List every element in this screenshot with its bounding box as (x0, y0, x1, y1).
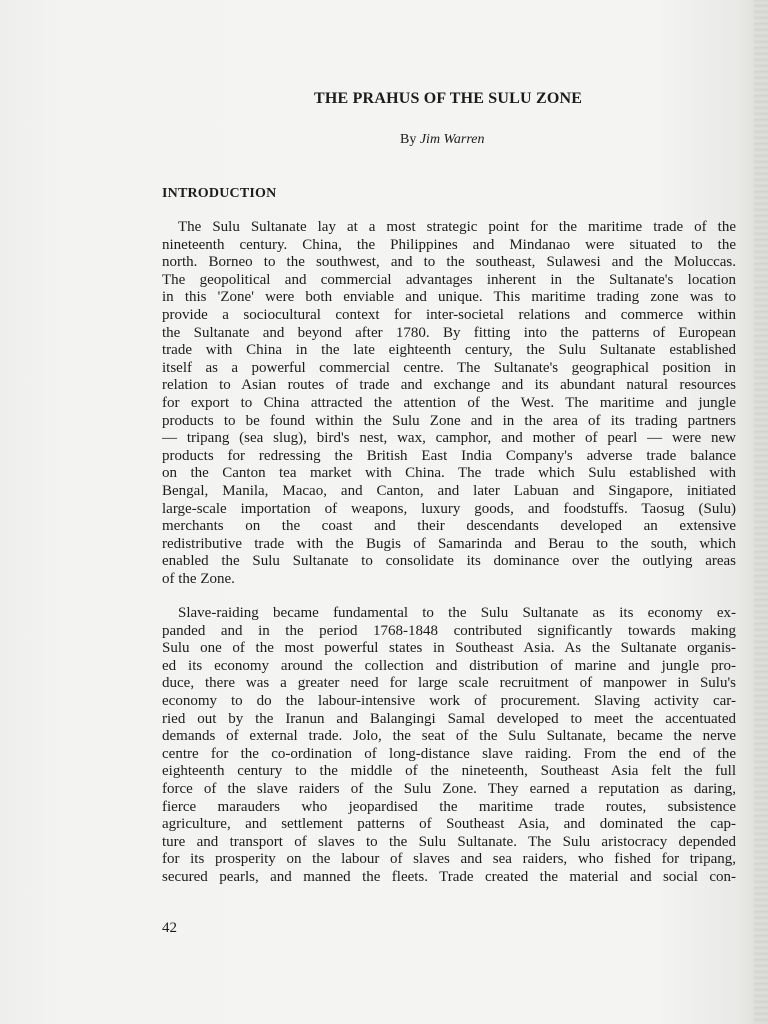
text-line: force of the slave raiders of the Sulu Zone. They earned a reputation as daring, (162, 780, 736, 797)
text-line: secured pearls, and manned the fleets. Trade created the material and social con- (162, 868, 736, 885)
byline-prefix: By (400, 132, 417, 147)
text-line: ed its economy around the collection and distribution of marine and jungle pro- (162, 657, 736, 674)
text-line: of the Zone. (162, 570, 235, 587)
text-line: provide a sociocultural context for inter-societal relations and commerce within (162, 306, 736, 323)
byline (400, 132, 485, 148)
text-line: duce, there was a greater need for large scale recruitment of manpower in Sulu's (162, 675, 736, 692)
text-line: economy to do the labour-intensive work of procurement. Slaving activity car- (162, 692, 736, 709)
text-line: Sulu one of the most powerful states in Southeast Asia. As the Sultanate organis- (162, 640, 736, 657)
text-line: for its prosperity on the labour of slaves and sea raiders, who fished for tripang, (162, 851, 736, 868)
text-line: Slave-raiding became fundamental to the Sulu Sultanate as its economy ex- (178, 605, 736, 621)
text-line: demands of external trade. Jolo, the seat of the Sulu Sultanate, became the nerve (162, 728, 736, 745)
article-title: THE PRAHUS OF THE SULU ZONE (314, 90, 583, 107)
text-line: — tripang (sea slug), bird's nest, wax, camphor, and mother of pearl — were new (162, 430, 736, 447)
text-line: large-scale importation of weapons, luxury goods, and foodstuffs. Taosug (Sulu) (162, 500, 736, 517)
section-heading: INTRODUCTION (162, 186, 277, 201)
text-line: north. Borneo to the southwest, and to the southeast, Sulawesi and the Moluccas. (162, 254, 736, 271)
text-line: enabled the Sulu Sultanate to consolidate its dominance over the outlying areas (162, 553, 736, 570)
text-line: ried out by the Iranun and Balangingi Samal developed to meet the accentuated (162, 710, 736, 727)
text-line: itself as a powerful commercial centre. The Sultanate's geographical position in (162, 359, 736, 376)
text-line: on the Canton tea market with China. The trade which Sulu established with (162, 465, 736, 482)
text-line: panded and in the period 1768-1848 contributed significantly towards making (162, 622, 736, 639)
author-name: Jim Warren (419, 132, 485, 147)
scanned-page-edge (754, 0, 768, 1024)
text-line: centre for the co-ordination of long-distance slave raiding. From the end of the (162, 745, 736, 762)
text-line: products to be found within the Sulu Zone and in the area of its trading partners (162, 412, 736, 429)
text-line: agriculture, and settlement patterns of Southeast Asia, and dominated the cap- (162, 816, 736, 833)
text-line: ture and transport of slaves to the Sulu Sultanate. The Sulu aristocracy depended (162, 833, 736, 850)
text-line: Bengal, Manila, Macao, and Canton, and later Labuan and Singapore, initiated (162, 482, 736, 499)
text-line: the Sultanate and beyond after 1780. By fitting into the patterns of European (162, 324, 736, 341)
text-line: eighteenth century to the middle of the nineteenth, Southeast Asia felt the full (162, 763, 736, 780)
text-line: products for redressing the British East India Company's adverse trade balance (162, 447, 736, 464)
page-number: 42 (162, 920, 177, 936)
paragraph-slave-raiding (162, 605, 736, 887)
text-line: relation to Asian routes of trade and exchange and its abundant natural resources (162, 377, 736, 394)
paragraph-introduction (162, 219, 736, 588)
text-line: The geopolitical and commercial advantages inherent in the Sultanate's location (162, 271, 736, 288)
text-line: nineteenth century. China, the Philippines and Mindanao were situated to the (162, 236, 736, 253)
text-line: in this 'Zone' were both enviable and unique. This maritime trading zone was to (162, 289, 736, 306)
text-line: for export to China attracted the attention of the West. The maritime and jungle (162, 394, 736, 411)
text-line: redistributive trade with the Bugis of Samarinda and Berau to the south, which (162, 535, 736, 552)
text-line: The Sulu Sultanate lay at a most strategic point for the maritime trade of the (178, 219, 736, 235)
text-line: trade with China in the late eighteenth century, the Sulu Sultanate established (162, 342, 736, 359)
text-line: merchants on the coast and their descendants developed an extensive (162, 518, 736, 535)
text-line: fierce marauders who jeopardised the maritime trade routes, subsistence (162, 798, 736, 815)
